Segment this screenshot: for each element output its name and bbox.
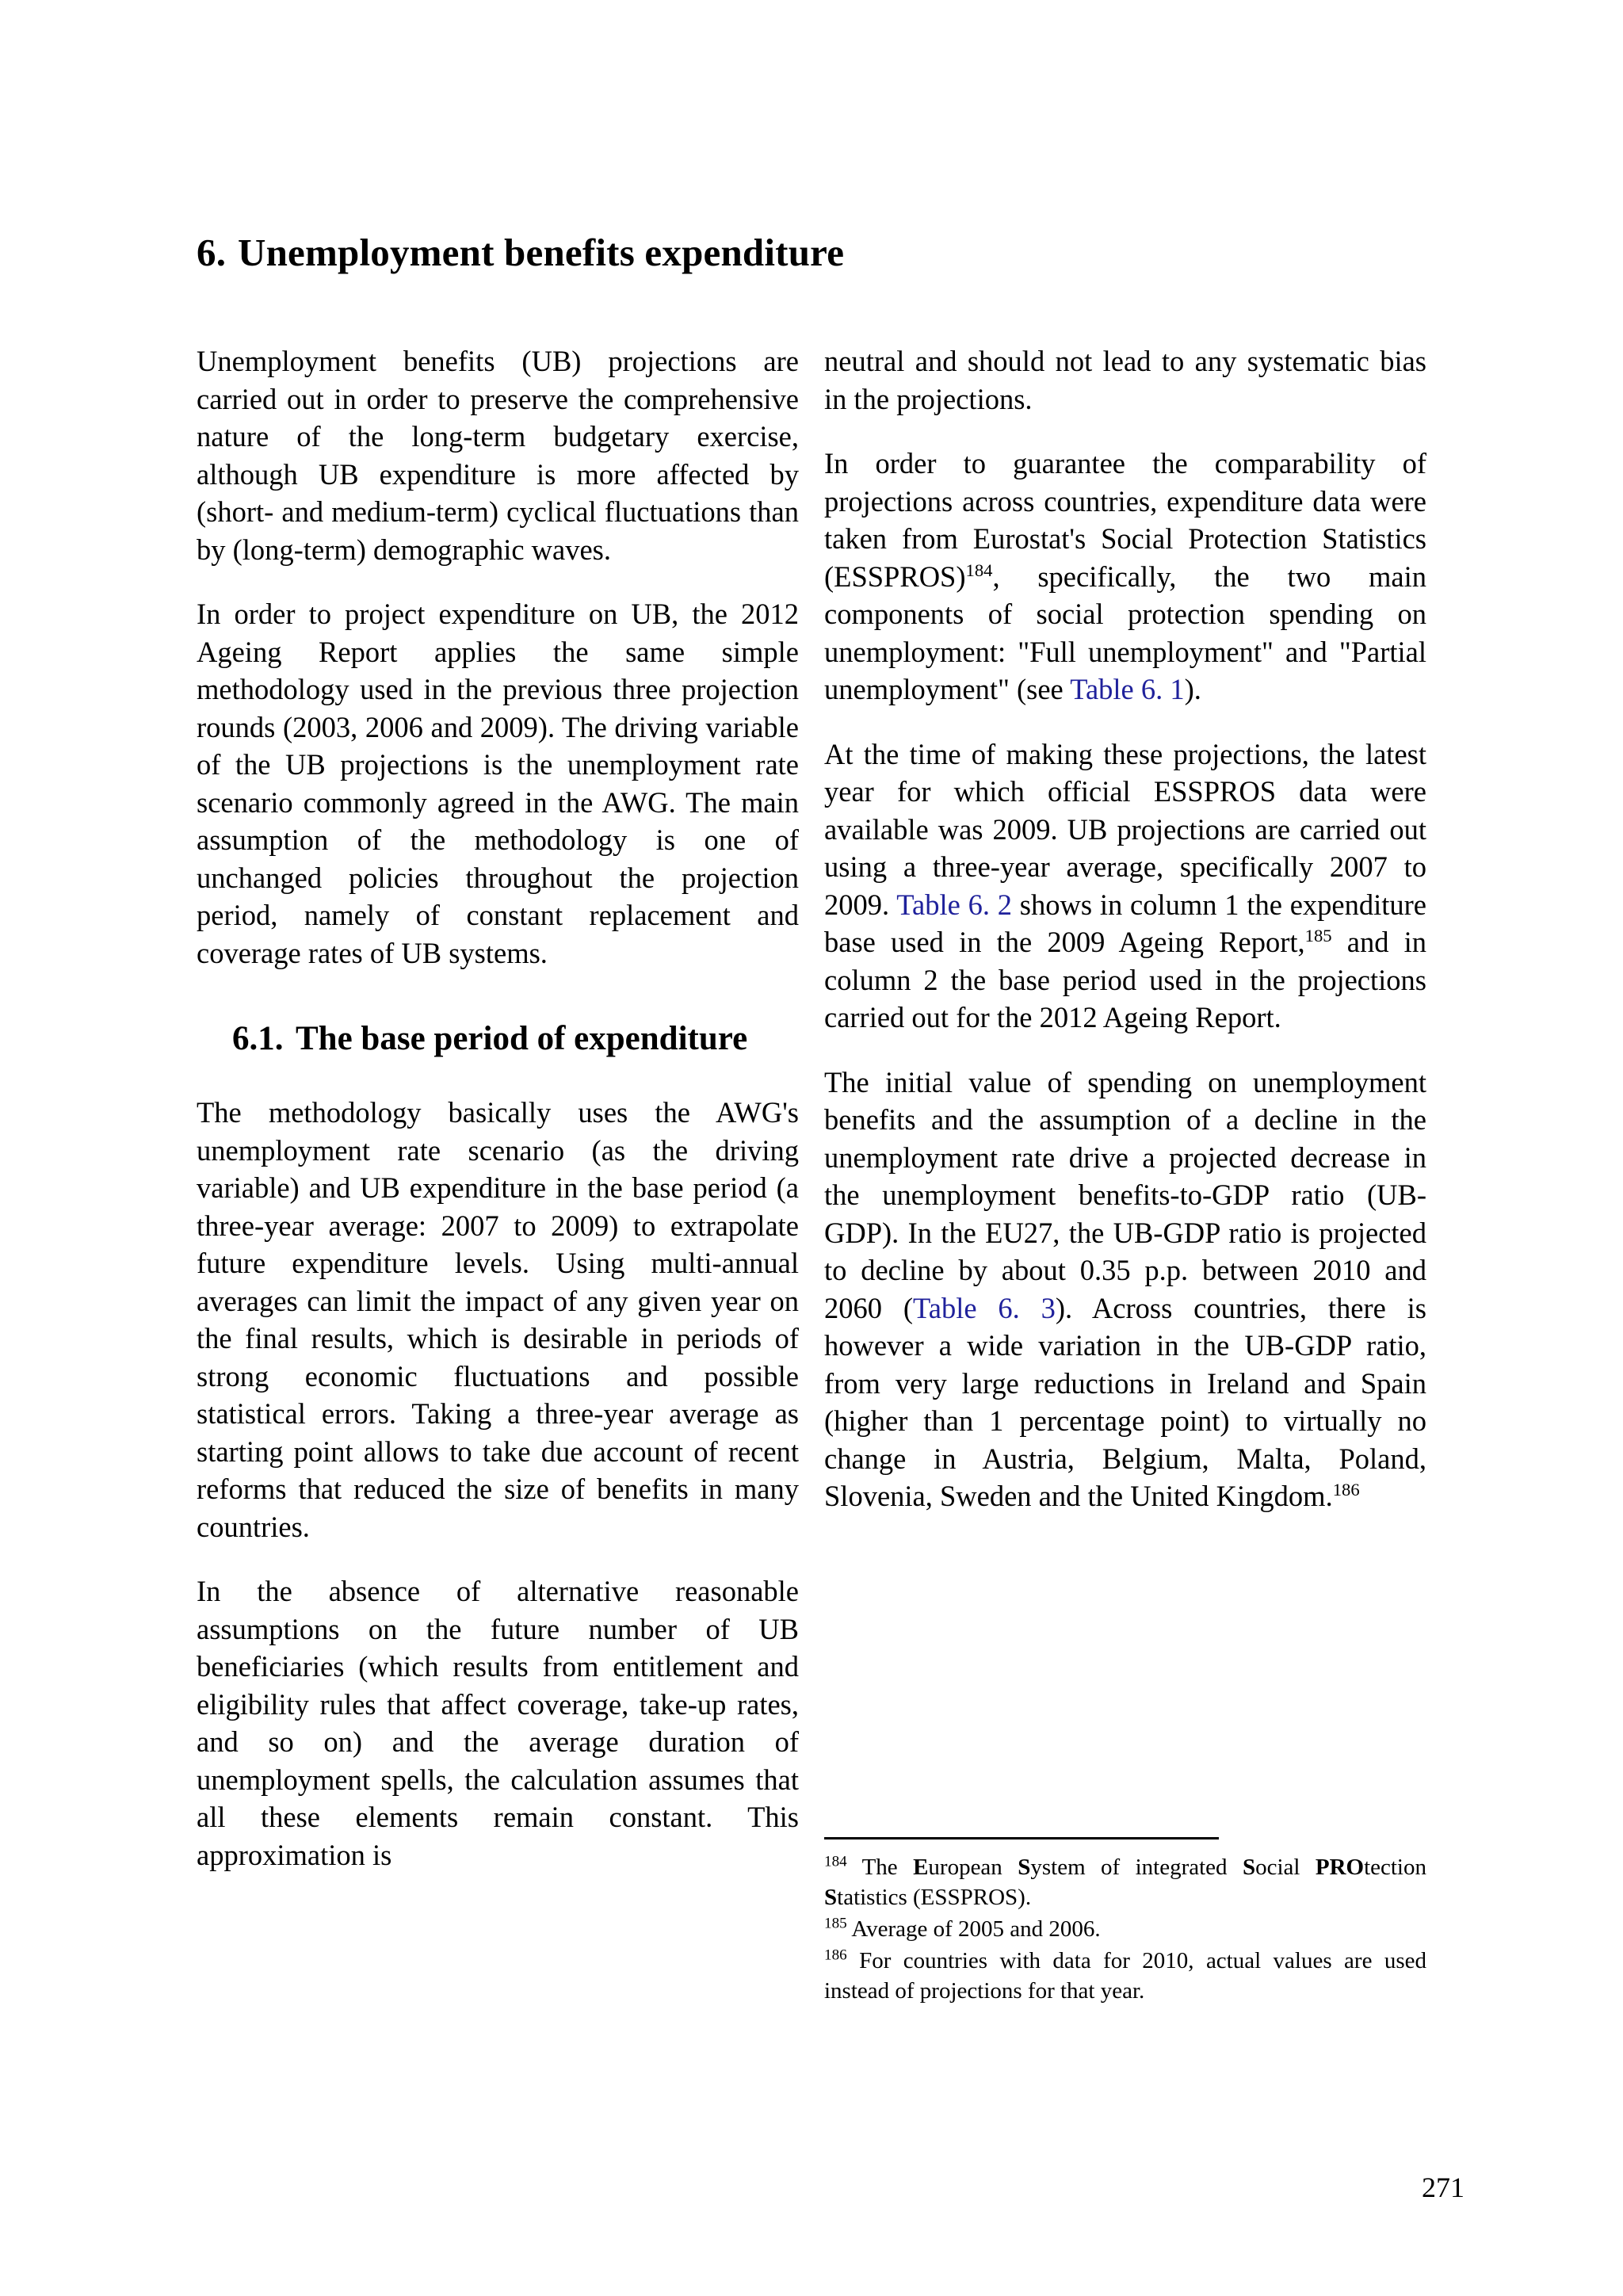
xref-table-6-1[interactable]: Table 6. 1 bbox=[1070, 673, 1185, 705]
two-column-body bbox=[197, 342, 1426, 1927]
paragraph-esspros-source bbox=[824, 445, 1426, 709]
footnote-marker-186[interactable]: 186 bbox=[824, 1946, 847, 1964]
footnote-185-segment-0: Average of 2005 and 2006. bbox=[846, 1916, 1101, 1942]
xref-table-6-2[interactable]: Table 6. 2 bbox=[896, 888, 1013, 921]
paragraph-methodology-rounds: In order to project expenditure on UB, the 2012 Ageing Report applies the same simple methodology used in the previous three projection rounds (2003, 2006 and 2009). The driving variable of the UB projections is the unemployment rate scenario commonly agreed in the AWG. The main assumption of the methodology is one of unchanged policies throughout the projection period, namely of constant replacement and coverage rates of UB systems. bbox=[197, 598, 799, 969]
paragraph-ub-gdp-ratio bbox=[824, 1064, 1426, 1515]
footnote-184-segment-2: uropean bbox=[928, 1855, 1018, 1880]
footnote-184-segment-7: PRO bbox=[1315, 1855, 1365, 1880]
footnote-184-segment-3: S bbox=[1018, 1855, 1031, 1880]
footnote-list bbox=[824, 1852, 1426, 2006]
chapter-heading bbox=[197, 231, 1465, 275]
paragraph-three-year-average bbox=[824, 735, 1426, 1037]
footnote-184-segment-1: E bbox=[913, 1855, 929, 1880]
three-year-text-part-2: shows in column 1 the expenditure base used in the 2009 Ageing Report, bbox=[824, 888, 1427, 958]
footnote-184-segment-8: tection bbox=[1364, 1855, 1426, 1880]
section-title: The base period of expenditure bbox=[296, 1020, 748, 1057]
footnote-area bbox=[824, 1837, 1426, 2008]
chapter-number: 6. bbox=[197, 230, 227, 274]
footnote-ref-184[interactable]: 184 bbox=[965, 560, 993, 580]
footnote-186 bbox=[824, 1946, 1426, 2006]
footnote-184-segment-4: ystem of integrated bbox=[1030, 1855, 1243, 1880]
three-year-text-part-3: and in column 2 the base period used in the projections carried out for the 2012 Ageing Report. bbox=[824, 926, 1426, 1033]
left-column bbox=[197, 342, 799, 1874]
esspros-text-part-3: ). bbox=[1184, 673, 1201, 705]
footnote-186-segment-0: For countries with data for 2010, actual values are used instead of projections for that year. bbox=[824, 1948, 1426, 2004]
section-number: 6.1. bbox=[232, 1020, 284, 1057]
footnote-185 bbox=[824, 1914, 1426, 1944]
footnote-184-segment-9: S bbox=[824, 1885, 838, 1910]
page-number: 271 bbox=[1422, 2172, 1465, 2203]
footnote-184-segment-0: The bbox=[846, 1855, 914, 1880]
footnote-184 bbox=[824, 1852, 1426, 1912]
xref-table-6-3[interactable]: Table 6. 3 bbox=[913, 1291, 1056, 1324]
footnote-ref-185[interactable]: 185 bbox=[1304, 925, 1332, 946]
footnote-184-segment-5: S bbox=[1242, 1855, 1256, 1880]
right-column bbox=[824, 342, 1426, 1515]
paragraph-intro: Unemployment benefits (UB) projections are carried out in order to preserve the comprehensive nature of the long-term budgetary exercise, although UB expenditure is more affected by (short- and medium-term) cyclical fluctuations than by (long-term) demographic waves. bbox=[197, 345, 799, 566]
paragraph-neutral-bias: neutral and should not lead to any systematic bias in the projections. bbox=[824, 345, 1426, 415]
chapter-title: Unemployment benefits expenditure bbox=[238, 230, 845, 274]
footnote-184-segment-6: ocial bbox=[1255, 1855, 1316, 1880]
section-heading-6-1 bbox=[197, 1016, 799, 1062]
paragraph-absence-assumptions: In the absence of alternative reasonable assumptions on the future number of UB beneficiaries (which results from entitlement and eligibility rules that affect coverage, take-up rates, and so on) and the average duration of unemployment spells, the calculation assumes that all these elements remain constant. This approximation is bbox=[197, 1575, 799, 1871]
three-year-text-part-1: At the time of making these projections, the latest year for which official ESSPROS data were available was 2009. UB projections are carried out using a three-year average, specifically 2007 to 2009. bbox=[824, 737, 1426, 921]
footnote-marker-185[interactable]: 185 bbox=[824, 1915, 847, 1932]
footnote-ref-186[interactable]: 186 bbox=[1332, 1479, 1360, 1499]
esspros-text-part-2: , specifically, the two main components of social protection spending on unemployment: "Full unemployment" and "Partial unemployment" (see bbox=[824, 560, 1426, 705]
ub-gdp-text-part-1: The initial value of spending on unemployment benefits and the assumption of a decline in the unemployment rate drive a projected decrease in the unemployment benefits-to-GDP ratio (UB-GDP). In the EU27, the UB-GDP ratio is projected to decline by about 0.35 p.p. between 2010 and 2060 ( bbox=[824, 1065, 1426, 1324]
footnote-separator-rule bbox=[824, 1837, 1219, 1839]
footnote-marker-184[interactable]: 184 bbox=[824, 1853, 847, 1870]
paragraph-base-period-method: The methodology basically uses the AWG's unemployment rate scenario (as the driving variable) and UB expenditure in the base period (a three-year average: 2007 to 2009) to extrapolate future expenditure levels. Using multi-annual averages can limit the impact of any given year on the final results, which is desirable in periods of strong economic fluctuations and possible statistical errors. Taking a three-year average as starting point allows to take due account of recent reforms that reduced the size of benefits in many countries. bbox=[197, 1096, 799, 1543]
footnote-184-segment-10: tatistics (ESSPROS). bbox=[837, 1885, 1032, 1910]
ub-gdp-text-part-2: ). Across countries, there is however a wide variation in the UB-GDP ratio, from very large reductions in Ireland and Spain (higher than 1 percentage point) to virtually no change in Austria, Belgium, Malta, Poland, Slovenia, Sweden and the United Kingdom. bbox=[824, 1291, 1426, 1512]
esspros-text-part-1: In order to guarantee the comparability of projections across countries, expenditure data were taken from Eurostat's Social Protection Statistics (ESSPROS) bbox=[824, 447, 1426, 593]
